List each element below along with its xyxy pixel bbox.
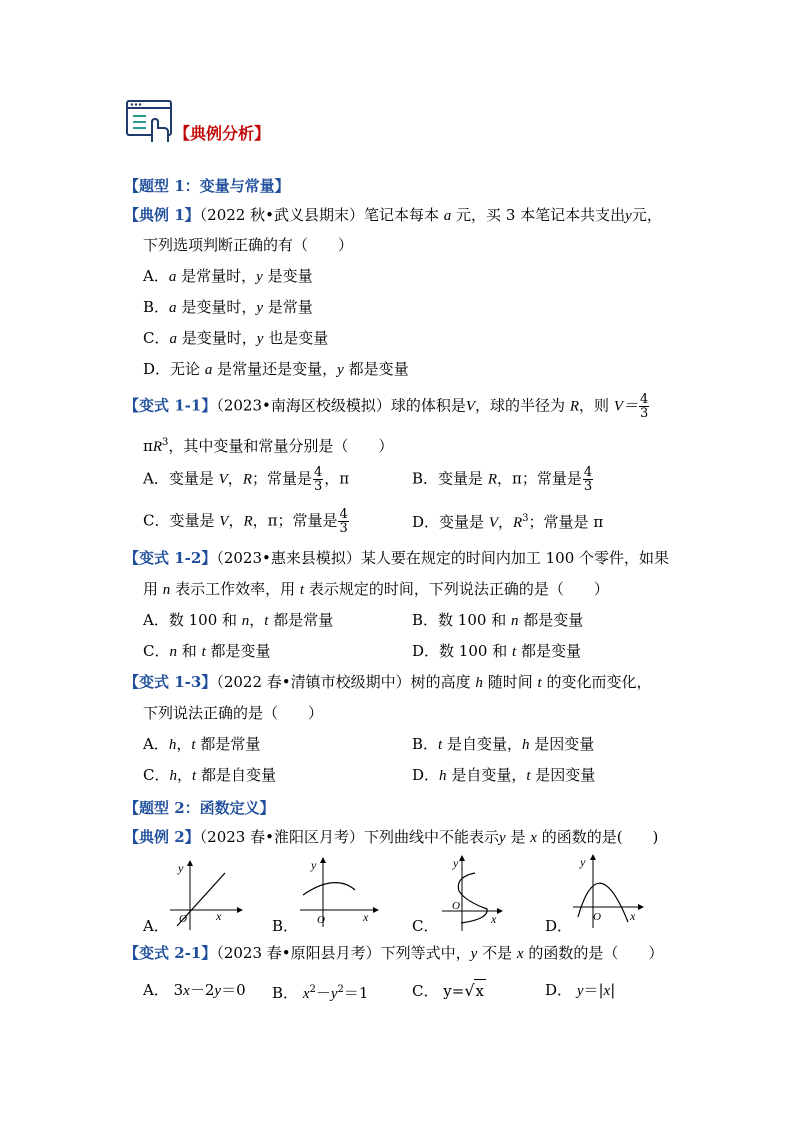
graph-a-label: A． — [143, 917, 169, 935]
fraction-4-3: $\frac{4}{3}$ — [639, 392, 649, 421]
graph-c-label: C． — [412, 917, 439, 935]
ex1-option-a: A．a 是常量时，y 是变量 — [143, 267, 313, 285]
v21-option-b: B． $x^2-y^2=1$ — [272, 984, 369, 1002]
v11-option-a: A．变量是 V，R；常量是 $\frac{4}{3}$ ，π — [143, 465, 350, 494]
ex1-option-d: D．无论 a 是常量还是变量，y 都是变量 — [143, 360, 409, 378]
v11-option-d: D．变量是 V，$R^3$；常量是 π — [412, 513, 604, 531]
ex1-line1: 【典例 1】（2022 秋•武义县期末）笔记本每本 a 元，买 3 本笔记本共支出y元， — [124, 206, 662, 224]
ex1-option-b: B．a 是变量时，y 是常量 — [143, 298, 313, 316]
graph-c-y-label: y — [453, 856, 459, 870]
v21-line1: 【变式 2-1】（2023 春•原阳县月考）下列等式中，y 不是 x 的函数的是（ ） — [124, 944, 664, 962]
v12-line2: 用 n 表示工作效率，用 t 表示规定的时间，下列说法正确的是（ ） — [143, 580, 609, 598]
v13-line2: 下列说法正确的是（ ） — [143, 704, 324, 722]
v21-option-c: C． y=√x — [412, 981, 484, 1000]
ex1-line2: 下列选项判断正确的有（ ） — [143, 236, 354, 254]
v13-option-a: A．h，t 都是常量 — [143, 735, 261, 753]
graph-c — [437, 853, 517, 933]
v12-option-b: B．数 100 和 n 都是变量 — [412, 611, 584, 629]
graph-d-y-label: y — [580, 855, 586, 869]
graph-a-y-label: y — [178, 861, 184, 875]
graph-a-origin: O — [179, 913, 187, 925]
section1-title: 【题型 1：变量与常量】 — [124, 177, 290, 195]
header-icon — [126, 100, 174, 144]
graph-b — [295, 855, 385, 930]
v13-option-d: D．h 是自变量，t 是因变量 — [412, 766, 596, 784]
v12-option-a: A．数 100 和 n，t 都是常量 — [143, 611, 334, 629]
v11-line1: 【变式 1-1】（2023•南海区校级模拟）球的体积是V，球的半径为 R，则 V＝ $\frac{4}{3}$ — [124, 392, 649, 421]
graph-b-label: B． — [272, 917, 299, 935]
graph-a — [165, 858, 245, 933]
v13-option-b: B．t 是自变量，h 是因变量 — [412, 735, 595, 753]
graph-a-x-label: x — [216, 909, 222, 923]
v12-option-d: D．数 100 和 t 都是变量 — [412, 642, 581, 660]
graph-b-origin: O — [317, 914, 325, 926]
v12-line1: 【变式 1-2】（2023•惠来县模拟）某人要在规定的时间内加工 100 个零件，如果 — [124, 549, 670, 567]
v13-option-c: C．h，t 都是自变量 — [143, 766, 276, 784]
v11-line2: $\pi R^3$，其中变量和常量分别是（ ） — [143, 437, 394, 455]
graph-c-x-label: x — [491, 912, 497, 926]
graph-d-origin: O — [593, 911, 601, 923]
v13-line1: 【变式 1-3】（2022 春•清镇市校级期中）树的高度 h 随时间 t 的变化而变化， — [124, 673, 652, 691]
ex1-option-c: C．a 是变量时，y 也是变量 — [143, 329, 329, 347]
v21-option-d: D． y＝|x| — [545, 981, 616, 999]
ex2-line1: 【典例 2】（2023 春•淮阳区月考）下列曲线中不能表示y 是 x 的函数的是( ) — [124, 828, 659, 846]
graph-d — [568, 852, 658, 932]
v21-option-a: A． 3x－2y＝0 — [143, 981, 246, 999]
graph-c-origin: O — [452, 900, 460, 912]
v11-option-c: C．变量是 V，R，π；常量是 $\frac{4}{3}$ — [143, 507, 348, 536]
v12-option-c: C．n 和 t 都是变量 — [143, 642, 271, 660]
v11-option-b: B．变量是 R，π；常量是 $\frac{4}{3}$ — [412, 465, 593, 494]
header-title: 【典例分析】 — [174, 124, 271, 143]
graph-d-x-label: x — [630, 909, 636, 923]
section2-title: 【题型 2：函数定义】 — [124, 799, 275, 817]
graph-d-label: D． — [545, 917, 573, 935]
graph-b-y-label: y — [311, 858, 317, 872]
graph-b-x-label: x — [363, 910, 369, 924]
